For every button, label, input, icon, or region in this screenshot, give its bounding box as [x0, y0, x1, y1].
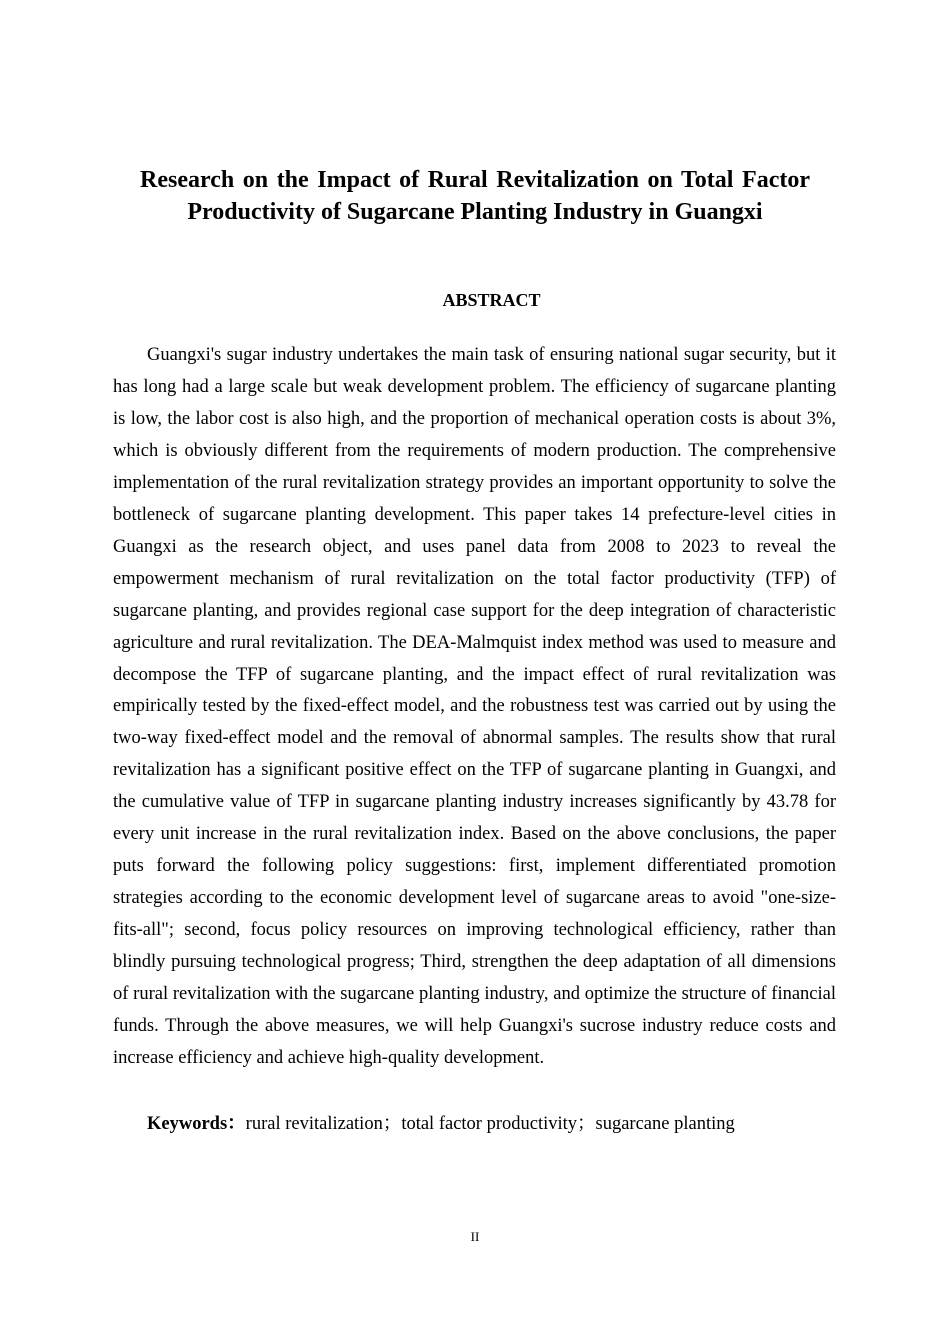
abstract-body: Guangxi's sugar industry undertakes the main task of ensuring national sugar security, but it has long had a large scale but weak development problem. The efficiency of sugarcane planting is low, the labor cost is also high, and the proportion of mechanical operation costs is about 3%, which is obviously different from the requirements of modern production. The comprehensive implementation of the rural revitalization strategy provides an important opportunity to solve the bottleneck of sugarcane planting development. This paper takes 14 prefecture-level cities in Guangxi as the research object, and uses panel data from 2008 to 2023 to reveal the empowerment mechanism of rural revitalization on the total factor productivity (TFP) of sugarcane planting, and provides regional case support for the deep integration of characteristic agriculture and rural revitalization. The DEA-Malmquist index method was used to measure and decompose the TFP of sugarcane planting, and the impact effect of rural revitalization was empirically tested by the fixed-effect model, and the robustness test was carried out by using the two-way fixed-effect model and the removal of abnormal samples. The results show that rural revitalization has a significant positive effect on the TFP of sugarcane planting in Guangxi, and the cumulative value of TFP in sugarcane planting industry increases significantly by 43.78 for every unit increase in the rural revitalization index. Based on the above conclusions, the paper puts forward the following policy suggestions: first, implement differentiated promotion strategies according to the economic development level of sugarcane areas to avoid "one-size-fits-all"; second, focus policy resources on improving technological efficiency, rather than blindly pursuing technological progress; Third, strengthen the deep adaptation of all dimensions of rural revitalization with the sugarcane planting industry, and optimize the structure of financial funds. Through the above measures, we will help Guangxi's sucrose industry reduce costs and increase efficiency and achieve high-quality development. — [113, 345, 836, 1068]
keywords-list: rural revitalization；total factor productivity；sugarcane planting — [245, 1114, 735, 1134]
page-number: II — [470, 1229, 480, 1244]
paper-title: Research on the Impact of Rural Revitalization on Total Factor Productivity of Sugarcane Planting Industry in Guangxi — [140, 167, 810, 225]
keywords-label: Keywords： — [147, 1114, 246, 1134]
keywords-line — [147, 1111, 735, 1137]
abstract-heading: ABSTRACT — [442, 290, 541, 310]
